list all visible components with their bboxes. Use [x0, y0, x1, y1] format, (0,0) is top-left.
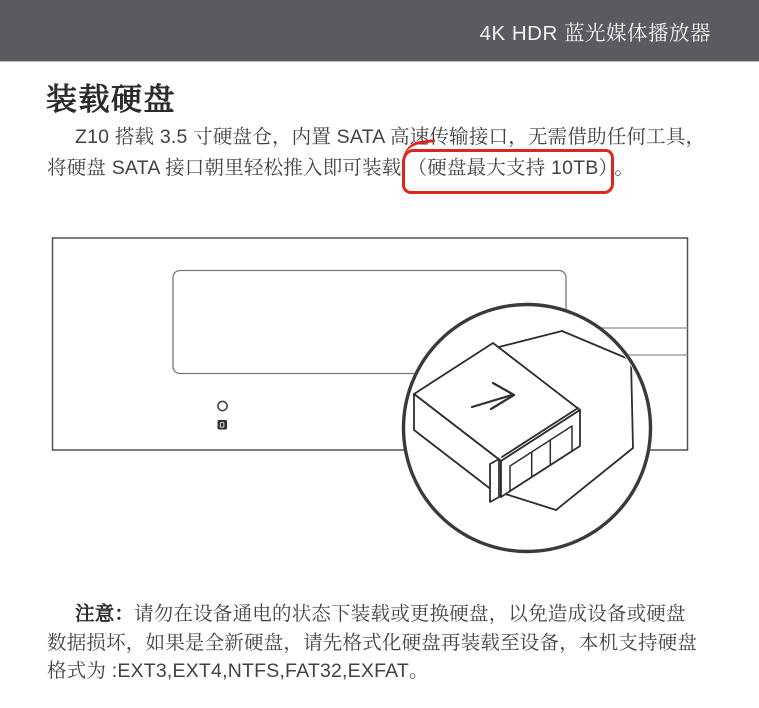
ir-sensor-icon: [218, 420, 228, 430]
intro-line2-prefix: 将硬盘 SATA 接口朝里轻松推入即可装载: [47, 157, 402, 179]
intro-line1: Z10 搭载 3.5 寸硬盘仓，内置 SATA 高速传输接口，无需借助任何工具，: [75, 126, 706, 148]
product-name: 4K HDR 蓝光媒体播放器: [479, 21, 711, 45]
caution-line2: 数据损坏，如果是全新硬盘，请先格式化硬盘再装载至设备，本机支持硬盘: [47, 631, 698, 654]
intro-line2-suffix: 。: [614, 157, 635, 179]
app-header-bar: [0, 0, 759, 62]
caution-note: [47, 600, 747, 686]
intro-paragraph: [47, 122, 737, 184]
caution-label: 注意：: [75, 603, 135, 625]
hdd-installation-diagram: [0, 215, 759, 570]
page-title: 装载硬盘: [46, 82, 176, 117]
caution-line1: 请勿在设备通电的状态下装载或更换硬盘，以免造成设备或硬盘: [134, 603, 686, 625]
max-capacity-highlight-box: （硬盘最大支持 10TB）: [402, 149, 615, 194]
caution-line3: 格式为 :EXT3,EXT4,NTFS,FAT32,EXFAT。: [47, 660, 429, 682]
